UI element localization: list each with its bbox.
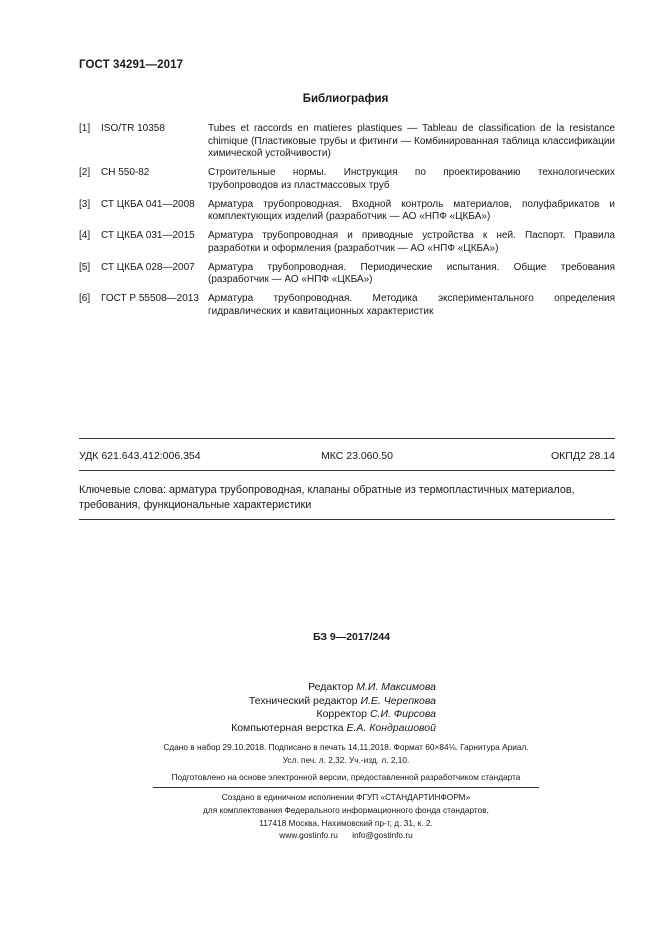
ref-title: Арматура трубопроводная. Периодические испытания. Общие требования (разработчик — АО «НПФ «ЦКБА») (208, 261, 615, 286)
editor-role: Компьютерная верстка (231, 721, 344, 734)
ref-title: Tubes et raccords en matieres plastiques — Tableau de classification de la resistance chimique (Пластиковые трубы и фитинги — Комбинированная таблица классификации химической устойчивости) (208, 123, 615, 159)
ref-number: [3] (79, 198, 91, 210)
ref-number: [5] (79, 261, 91, 273)
divider-publisher (153, 787, 539, 788)
okpd-code: ОКПД2 28.14 (551, 450, 615, 462)
editors-block (0, 681, 661, 735)
editor-row (0, 708, 436, 722)
mks-code: МКС 23.060.50 (321, 450, 393, 462)
divider-top (79, 438, 615, 439)
bz-number: БЗ 9—2017/244 (312, 631, 391, 643)
print-imprint (0, 741, 661, 766)
divider-bottom (79, 519, 615, 520)
ref-number: [1] (79, 123, 91, 134)
bibliography-item (79, 293, 615, 318)
editor-role: Технический редактор (248, 694, 358, 707)
bibliography-item (79, 123, 615, 161)
bibliography-item (79, 230, 615, 255)
running-header: ГОСТ 34291—2017 (79, 59, 184, 71)
classification-line (79, 450, 615, 463)
publisher-block (0, 791, 661, 842)
bibliography-list (79, 123, 615, 325)
ref-code: СТ ЦКБА 028—2007 (101, 261, 195, 273)
ref-title: Строительные нормы. Инструкция по проектированию технологических трубопроводов из пластмассовых труб (208, 167, 615, 191)
ref-code: ГОСТ Р 55508—2013 (101, 293, 199, 305)
editor-name: И.Е. Черепкова (360, 694, 436, 707)
ref-number: [6] (79, 293, 91, 305)
publisher-address: 117418 Москва, Нахимовский пр-т, д. 31, к. 2. (259, 817, 433, 828)
ref-code: СТ ЦКБА 041—2008 (101, 198, 195, 210)
ref-code: ISO/TR 10358 (101, 123, 165, 134)
editor-name: М.И. Максимова (356, 681, 436, 693)
editor-name: Е.А. Кондрашовой (346, 721, 436, 734)
ref-code: СН 550-82 (101, 167, 150, 179)
publisher-line: Создано в единичном исполнении ФГУП «СТАНДАРТИНФОРМ» (221, 792, 471, 802)
bibliography-item (79, 167, 615, 192)
imprint-line: Сдано в набор 29.10.2018. Подписано в печать 14.11.2018. Формат 60×84⅛. Гарнитура Ариал. (163, 742, 529, 752)
editor-role: Корректор (316, 708, 368, 720)
editor-name: С.И. Фирсова (369, 708, 436, 720)
prepared-note: Подготовлено на основе электронной версии, предоставленной разработчиком стандарта (171, 772, 521, 782)
publisher-line: для комплектования Федерального информационного фонда стандартов, (203, 804, 489, 815)
bibliography-item (79, 199, 615, 224)
ref-title: Арматура трубопроводная и приводные устройства к ней. Паспорт. Правила разработки и оформления (разработчик — АО «НПФ «ЦКБА») (208, 230, 615, 254)
bibliography-item (79, 262, 615, 287)
udk-code: УДК 621.643.412:006.354 (79, 450, 201, 462)
editor-role: Редактор (308, 681, 354, 693)
keywords: Ключевые слова: арматура трубопроводная, клапаны обратные из термопластичных материалов, требования, функциональные характеристики (79, 484, 575, 511)
editor-row (0, 695, 436, 709)
publisher-email-link[interactable]: info@gostinfo.ru (352, 830, 413, 841)
publisher-site-link[interactable]: www.gostinfo.ru (279, 830, 338, 841)
divider-middle (79, 470, 615, 471)
editor-row (0, 681, 436, 695)
ref-number: [4] (79, 230, 91, 242)
ref-title: Арматура трубопроводная. Входной контроль материалов, полуфабрикатов и комплектующих изделий (разработчик — АО «НПФ «ЦКБА») (208, 198, 615, 223)
imprint-line: Усл. печ. л. 2,32. Уч.-изд. л. 2,10. (282, 754, 410, 765)
ref-title: Арматура трубопроводная. Методика экспериментального определения гидравлических и кавитационных характеристик (208, 293, 615, 317)
editor-row (0, 722, 436, 736)
ref-code: СТ ЦКБА 031—2015 (101, 230, 195, 242)
bibliography-title: Библиография (302, 93, 389, 105)
ref-number: [2] (79, 167, 91, 179)
publisher-links (0, 829, 661, 842)
